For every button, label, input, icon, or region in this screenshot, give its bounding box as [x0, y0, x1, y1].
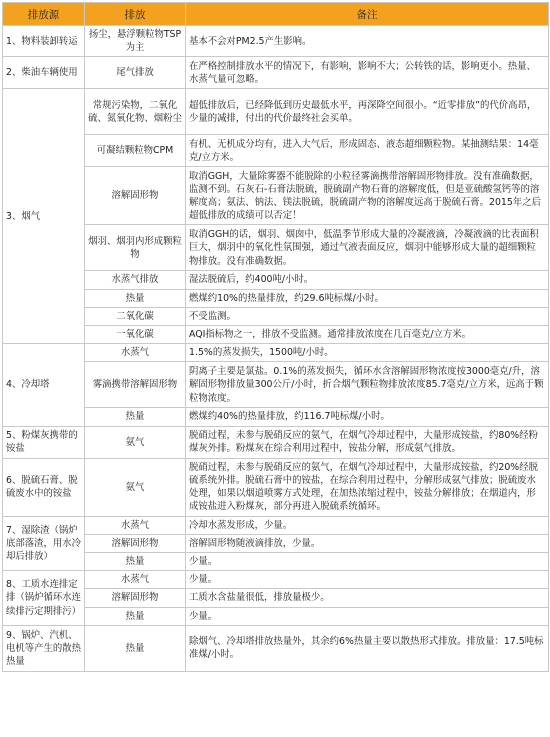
table-row — [3, 516, 549, 534]
note-cell: 少量。 — [186, 607, 549, 625]
emission-cell: 热量 — [85, 289, 186, 307]
emission-cell: 可凝结颗粒物CPM — [85, 135, 186, 167]
source-cell: 3、烟气 — [3, 89, 85, 344]
note-cell: 超低排放后，已经降低到历史最低水平，再深降空间很小。“近零排放”的代价高昂，少量的减排，付出的代价最终社会买单。 — [186, 89, 549, 135]
emission-cell: 溶解固形物 — [85, 534, 186, 552]
source-cell: 4、冷却塔 — [3, 344, 85, 426]
note-cell: 取消GGH，大量除雾器不能脱除的小粒径雾滴携带溶解固形物排放。没有准确数据，监测不到。石灰石-石膏法脱硫，脱硫副产物石膏的溶解度低，但是亚硫酸氢钙等的溶解度高；氨法、钠法、镁法脱硫，脱硫副产物的溶解度远高于脱硫石膏。2015年之后超低排放的成绩可以否定！ — [186, 167, 549, 225]
table-row — [3, 571, 549, 589]
emission-cell: 水蒸气 — [85, 516, 186, 534]
table-row — [3, 408, 549, 426]
table-row — [3, 89, 549, 135]
note-cell: 取消GGH的话，烟羽、烟囱中，低温季节形成大量的冷凝液滴，冷凝液滴的比表面积巨大，烟羽中的氧化性氛围强，通过气液表面反应，烟羽中能够形成大量的超细颗粒物排放。没有准确数据。 — [186, 225, 549, 271]
source-cell: 2、柴油车辆使用 — [3, 57, 85, 89]
table-row — [3, 326, 549, 344]
table-row — [3, 167, 549, 225]
note-cell: 阴离子主要是氯盐。0.1%的蒸发损失，循环水含溶解固形物浓度按3000毫克/升，溶解固形物排放量300公斤/小时，折合烟气颗粒物排放浓度85.7毫克/立方米，远高于颗粒物浓度。 — [186, 362, 549, 408]
table-row — [3, 607, 549, 625]
header-emission: 排放 — [85, 3, 186, 26]
table-row — [3, 534, 549, 552]
emission-cell: 一氧化碳 — [85, 326, 186, 344]
emission-cell: 水蒸气排放 — [85, 271, 186, 289]
table-row — [3, 307, 549, 325]
note-cell: AQI指标物之一，排放不受监测。通常排放浓度在几百毫克/立方米。 — [186, 326, 549, 344]
note-cell: 工质水含盐量很低，排放量极少。 — [186, 589, 549, 607]
table-row — [3, 289, 549, 307]
emission-cell: 热量 — [85, 625, 186, 671]
note-cell: 有机、无机成分均有，进入大气后，形成固态、液态超细颗粒物。某抽测结果：14毫克/立方米。 — [186, 135, 549, 167]
table-header-row — [3, 3, 549, 26]
emission-cell: 热量 — [85, 553, 186, 571]
emission-cell: 溶解固形物 — [85, 589, 186, 607]
note-cell: 基本不会对PM2.5产生影响。 — [186, 26, 549, 57]
note-cell: 燃煤约40%的热量排放，约116.7吨标煤/小时。 — [186, 408, 549, 426]
source-cell: 6、脱硫石膏、脱硫废水中的铵盐 — [3, 458, 85, 516]
emission-cell: 热量 — [85, 607, 186, 625]
table-row — [3, 458, 549, 516]
emission-cell: 热量 — [85, 408, 186, 426]
note-cell: 脱硝过程，未参与脱硝反应的氨气，在烟气冷却过程中，大量形成铵盐，约20%经脱硫系统外排。脱硫石膏中的铵盐，在综合利用过程中，分解形成氨气排放；脱硫废水处理，如果以烟道喷雾方式处理，在加热浓缩过程中，铵盐分解排放；在烟道内，形成铵盐进入粉煤灰，部分再进入脱硫系统循环。 — [186, 458, 549, 516]
source-cell: 8、工质水连排定排（锅炉循环水连续排污定期排污） — [3, 571, 85, 626]
emission-cell: 水蒸气 — [85, 571, 186, 589]
table-row — [3, 589, 549, 607]
emission-cell: 雾滴携带溶解固形物 — [85, 362, 186, 408]
emission-cell: 常规污染物，二氧化硫、氮氧化物、烟粉尘 — [85, 89, 186, 135]
source-cell: 9、锅炉、汽机、电机等产生的散热热量 — [3, 625, 85, 671]
table-row — [3, 625, 549, 671]
note-cell: 在严格控制排放水平的情况下，有影响，影响不大；公转铁的话，影响更小。热量、水蒸气量可忽略。 — [186, 57, 549, 89]
table-row — [3, 426, 549, 458]
emission-cell: 溶解固形物 — [85, 167, 186, 225]
table-row — [3, 26, 549, 57]
note-cell: 1.5%的蒸发损失，1500吨/小时。 — [186, 344, 549, 362]
table-row — [3, 225, 549, 271]
table-row — [3, 135, 549, 167]
header-note: 备注 — [186, 3, 549, 26]
note-cell: 溶解固形物随液滴排放，少量。 — [186, 534, 549, 552]
table-row — [3, 57, 549, 89]
source-cell: 7、湿除渣（锅炉底部落渣，用水冷却后排放） — [3, 516, 85, 571]
table-row — [3, 362, 549, 408]
table-row — [3, 553, 549, 571]
emission-cell: 二氧化碳 — [85, 307, 186, 325]
header-source: 排放源 — [3, 3, 85, 26]
emission-cell: 烟羽、烟羽内形成颗粒物 — [85, 225, 186, 271]
emission-cell: 尾气排放 — [85, 57, 186, 89]
source-cell: 1、物料装卸转运 — [3, 26, 85, 57]
emission-cell: 氨气 — [85, 426, 186, 458]
note-cell: 冷却水蒸发形成，少量。 — [186, 516, 549, 534]
emission-table — [2, 2, 549, 672]
note-cell: 不受监测。 — [186, 307, 549, 325]
note-cell: 燃煤约10%的热量排放，约29.6吨标煤/小时。 — [186, 289, 549, 307]
table-row — [3, 344, 549, 362]
note-cell: 除烟气、冷却塔排放热量外，其余约6%热量主要以散热形式排放。排放量：17.5吨标准煤/小时。 — [186, 625, 549, 671]
emission-cell: 氨气 — [85, 458, 186, 516]
emission-cell: 扬尘，悬浮颗粒物TSP为主 — [85, 26, 186, 57]
table-row — [3, 271, 549, 289]
note-cell: 脱硝过程，未参与脱硝反应的氨气，在烟气冷却过程中，大量形成铵盐，约80%经粉煤灰外排。粉煤灰在综合利用过程中，铵盐分解，形成氨气排放。 — [186, 426, 549, 458]
emission-cell: 水蒸气 — [85, 344, 186, 362]
note-cell: 少量。 — [186, 553, 549, 571]
source-cell: 5、粉煤灰携带的铵盐 — [3, 426, 85, 458]
note-cell: 少量。 — [186, 571, 549, 589]
note-cell: 湿法脱硫后，约400吨/小时。 — [186, 271, 549, 289]
